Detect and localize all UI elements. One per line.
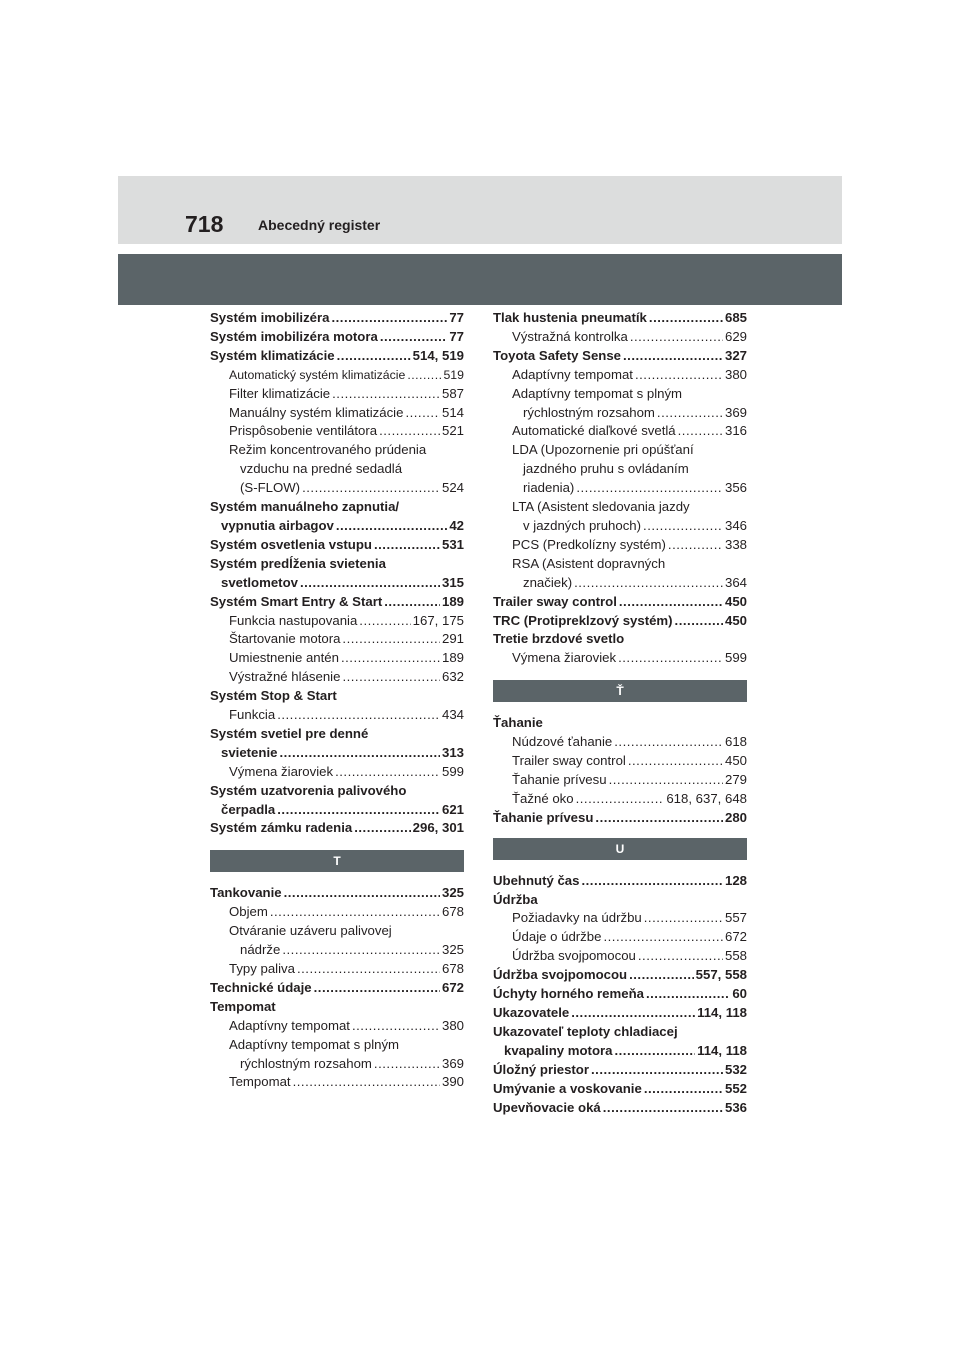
dot-leader — [630, 328, 723, 347]
page-reference[interactable]: 450 — [724, 612, 747, 628]
page-reference[interactable]: 313 — [441, 744, 464, 760]
page-reference[interactable]: 390 — [441, 1074, 464, 1090]
entry-text: čerpadla — [221, 801, 276, 817]
index-subentry — [210, 941, 464, 960]
entry-text: Objem — [229, 904, 268, 920]
entry-text: Štartovanie motora — [229, 631, 341, 647]
index-subentry — [493, 733, 747, 752]
index-subentry — [493, 498, 747, 517]
section-header: T — [210, 850, 464, 872]
entry-text: Trailer sway control — [493, 593, 617, 609]
entry-text: Funkcia nastupovania — [229, 612, 358, 628]
index-entry — [493, 1004, 747, 1023]
dot-leader — [374, 1055, 440, 1074]
dot-leader — [675, 612, 723, 631]
entry-text: rýchlostným rozsahom — [240, 1055, 372, 1071]
section-header: Ť — [493, 680, 747, 702]
entry-text: (S-FLOW) — [240, 480, 301, 496]
page-reference[interactable]: 552 — [724, 1080, 747, 1096]
dot-leader — [595, 809, 723, 828]
entry-text: značiek) — [523, 574, 573, 590]
page-reference[interactable]: 678 — [441, 961, 464, 976]
dot-leader — [576, 479, 723, 498]
page-reference[interactable]: 315 — [441, 574, 464, 590]
entry-text: Výmena žiaroviek — [512, 650, 617, 666]
page-reference[interactable]: 587 — [441, 385, 464, 401]
entry-text: Systém klimatizácie — [210, 347, 335, 363]
index-entry — [210, 687, 464, 706]
page-reference[interactable]: 327 — [724, 347, 747, 363]
index-entry — [493, 891, 747, 910]
entry-text: Tankovanie — [210, 885, 282, 901]
page-reference[interactable]: 599 — [441, 763, 464, 779]
index-subentry — [210, 460, 464, 479]
page-reference[interactable]: 364 — [724, 574, 747, 590]
entry-text: Toyota Safety Sense — [493, 347, 622, 363]
index-entry — [210, 725, 464, 744]
dot-leader — [646, 985, 730, 1004]
index-subentry — [493, 404, 747, 423]
entry-text: vypnutia airbagov — [221, 517, 334, 533]
entry-text: Filter klimatizácie — [229, 385, 331, 401]
dot-leader — [341, 649, 440, 668]
page-reference[interactable]: 557 — [724, 910, 747, 926]
index-column-left — [210, 309, 464, 1092]
index-entry — [493, 714, 747, 733]
entry-text: Funkcia — [229, 707, 276, 723]
entry-text: TRC (Protipreklzový systém) — [493, 612, 673, 628]
dot-leader — [614, 733, 723, 752]
dot-leader — [609, 771, 723, 790]
page-reference[interactable]: 60 — [732, 986, 747, 1002]
dot-leader — [603, 928, 723, 947]
index-entry — [493, 1023, 747, 1042]
dot-leader — [668, 536, 723, 555]
entry-text: Systém svetiel pre denné — [210, 725, 369, 741]
index-subentry — [493, 422, 747, 441]
index-entry — [493, 630, 747, 649]
index-entry — [210, 998, 464, 1017]
page-reference[interactable]: 632 — [441, 669, 464, 685]
entry-text: Požiadavky na údržbu — [512, 910, 642, 926]
entry-text: Systém osvetlenia vstupu — [210, 536, 372, 552]
dot-leader — [581, 872, 723, 891]
entry-text: Údržba — [493, 891, 538, 907]
entry-text: Tempomat — [229, 1074, 291, 1090]
dot-leader — [643, 517, 723, 536]
dot-leader — [359, 612, 410, 631]
index-subentry — [210, 706, 464, 725]
page-reference[interactable]: 279 — [724, 771, 747, 787]
index-entry — [493, 985, 747, 1004]
header-dark-band — [118, 254, 842, 305]
page-reference[interactable]: 532 — [724, 1061, 747, 1077]
page-reference[interactable]: 685 — [724, 310, 747, 325]
entry-text: Údržba svojpomocou — [512, 948, 636, 964]
entry-text: Technické údaje — [210, 979, 312, 995]
index-subentry — [210, 922, 464, 941]
index-subentry — [210, 1073, 464, 1092]
page-reference[interactable]: 189 — [441, 593, 464, 609]
dot-leader — [576, 790, 665, 809]
index-subentry — [493, 460, 747, 479]
index-entry — [210, 347, 464, 366]
entry-text: svetlometov — [221, 574, 298, 590]
dot-leader — [614, 1042, 695, 1061]
index-entry — [493, 309, 747, 328]
dot-leader — [277, 706, 440, 725]
dot-leader — [352, 1017, 440, 1036]
index-subentry — [210, 649, 464, 668]
dot-leader — [337, 347, 411, 366]
index-subentry — [210, 1036, 464, 1055]
index-subentry — [210, 630, 464, 649]
index-subentry — [493, 328, 747, 347]
entry-text: Ukazovatele — [493, 1005, 570, 1020]
index-subentry — [493, 536, 747, 555]
entry-text: kvapaliny motora — [504, 1042, 613, 1058]
page-reference[interactable]: 128 — [724, 872, 747, 888]
page-reference[interactable]: 296, 301 — [412, 820, 464, 836]
index-entry — [210, 517, 464, 536]
page-reference[interactable]: 514 — [441, 404, 464, 420]
entry-text: Ťahanie — [493, 715, 543, 731]
page-reference[interactable]: 325 — [441, 942, 464, 958]
page-reference[interactable]: 618, 637, 648 — [666, 790, 747, 806]
index-subentry — [210, 422, 464, 441]
entry-text: Automatický systém klimatizácie — [229, 367, 406, 382]
dot-leader — [293, 1073, 440, 1092]
entry-text: Otváranie uzáveru palivovej — [229, 923, 392, 939]
page-reference[interactable]: 77 — [449, 328, 464, 344]
page-reference[interactable]: 356 — [724, 480, 747, 496]
index-entry — [210, 536, 464, 555]
header-band — [118, 176, 842, 244]
entry-text: Systém manuálneho zapnutia/ — [210, 499, 400, 515]
entry-text: Tlak hustenia pneumatík — [493, 310, 647, 325]
dot-leader — [384, 593, 440, 612]
entry-text: Údržba svojpomocou — [493, 967, 628, 983]
dot-leader — [407, 366, 441, 385]
page-reference[interactable]: 369 — [441, 1055, 464, 1071]
index-subentry — [493, 479, 747, 498]
page-title: Abecedný register — [258, 217, 381, 233]
page-reference[interactable]: 346 — [724, 517, 747, 533]
page-reference[interactable]: 621 — [441, 801, 464, 817]
index-entry — [210, 801, 464, 820]
dot-leader — [374, 536, 440, 555]
dot-leader — [405, 404, 440, 423]
page-reference[interactable]: 557, 558 — [695, 967, 747, 983]
index-subentry — [493, 649, 747, 668]
entry-text: Výstražné hlásenie — [229, 669, 341, 685]
index-subentry — [493, 366, 747, 385]
index-subentry — [493, 385, 747, 404]
index-column-right — [493, 309, 747, 1117]
entry-text: Tretie brzdové svetlo — [493, 631, 625, 647]
page-reference[interactable]: 558 — [724, 948, 747, 964]
index-entry — [493, 612, 747, 631]
dot-leader — [277, 801, 440, 820]
index-entry — [210, 309, 464, 328]
page-reference[interactable]: 42 — [449, 517, 464, 533]
index-subentry — [210, 366, 464, 385]
index-entry — [210, 884, 464, 903]
entry-text: Systém Stop & Start — [210, 688, 337, 704]
index-entry — [210, 819, 464, 838]
dot-leader — [574, 574, 723, 593]
index-entry — [493, 1080, 747, 1099]
index-entry — [210, 498, 464, 517]
index-entry — [210, 782, 464, 801]
index-subentry — [493, 790, 747, 809]
entry-text: svietenie — [221, 744, 278, 760]
index-subentry — [210, 763, 464, 782]
index-subentry — [493, 752, 747, 771]
dot-leader — [629, 966, 694, 985]
page-reference[interactable]: 524 — [441, 480, 464, 496]
page-reference[interactable]: 519 — [443, 367, 464, 382]
dot-leader — [284, 884, 440, 903]
index-entry — [493, 872, 747, 891]
entry-text: vzduchu na predné sedadlá — [240, 461, 403, 477]
page-reference[interactable]: 167, 175 — [412, 612, 464, 628]
index-entry — [210, 979, 464, 998]
index-subentry — [493, 574, 747, 593]
page-reference[interactable]: 531 — [441, 536, 464, 552]
entry-text: Systém imobilizéra — [210, 310, 330, 325]
index-subentry — [210, 404, 464, 423]
page-reference[interactable]: 629 — [724, 328, 747, 344]
page-reference[interactable]: 114, 118 — [697, 1005, 747, 1020]
page-reference[interactable]: 514, 519 — [412, 347, 464, 363]
page-reference[interactable]: 678 — [441, 904, 464, 920]
entry-text: Adaptívny tempomat s plným — [512, 385, 683, 401]
dot-leader — [644, 1080, 723, 1099]
dot-leader — [331, 309, 447, 328]
entry-text: LTA (Asistent sledovania jazdy — [512, 499, 690, 515]
index-subentry — [493, 947, 747, 966]
page-reference[interactable]: 450 — [724, 593, 747, 609]
dot-leader — [628, 752, 723, 771]
index-subentry — [210, 1055, 464, 1074]
index-entry — [493, 347, 747, 366]
index-subentry — [493, 771, 747, 790]
index-subentry — [210, 441, 464, 460]
entry-text: Systém Smart Entry & Start — [210, 593, 383, 609]
entry-text: Núdzové ťahanie — [512, 734, 613, 750]
page-reference[interactable]: 189 — [441, 650, 464, 666]
entry-text: Umiestnenie antén — [229, 650, 339, 666]
dot-leader — [342, 668, 440, 687]
dot-leader — [270, 903, 440, 922]
entry-text: Údaje o údržbe — [512, 929, 602, 945]
entry-text: Systém zámku radenia — [210, 820, 353, 836]
index-entry — [493, 1061, 747, 1080]
dot-leader — [603, 1099, 723, 1118]
dot-leader — [678, 422, 723, 441]
entry-text: Umývanie a voskovanie — [493, 1080, 642, 1096]
entry-text: Adaptívny tempomat — [229, 1017, 350, 1033]
dot-leader — [282, 941, 440, 960]
index-subentry — [493, 909, 747, 928]
page-reference[interactable]: 316 — [724, 423, 747, 439]
dot-leader — [336, 517, 447, 536]
index-subentry — [210, 903, 464, 922]
page-reference[interactable]: 599 — [724, 650, 747, 666]
page-reference[interactable]: 280 — [724, 809, 747, 825]
dot-leader — [657, 404, 723, 423]
index-subentry — [493, 555, 747, 574]
entry-text: Ubehnutý čas — [493, 872, 580, 888]
entry-text: PCS (Predkolízny systém) — [512, 536, 666, 552]
index-entry — [210, 744, 464, 763]
dot-leader — [635, 366, 723, 385]
entry-text: Režim koncentrovaného prúdenia — [229, 442, 427, 458]
page-number: 718 — [185, 211, 224, 237]
dot-leader — [335, 763, 440, 782]
page-reference[interactable]: 618 — [724, 734, 747, 750]
index-subentry — [210, 960, 464, 979]
entry-text: Adaptívny tempomat — [512, 366, 633, 382]
index-entry — [493, 1099, 747, 1118]
index-entry — [210, 593, 464, 612]
page-reference[interactable]: 291 — [441, 631, 464, 647]
page-reference[interactable]: 369 — [724, 404, 747, 420]
index-subentry — [210, 668, 464, 687]
page-reference[interactable]: 672 — [724, 929, 747, 945]
index-subentry — [493, 517, 747, 536]
page-reference[interactable]: 380 — [724, 366, 747, 382]
entry-text: Prispôsobenie ventilátora — [229, 423, 378, 439]
index-subentry — [210, 385, 464, 404]
dot-leader — [332, 385, 440, 404]
dot-leader — [379, 422, 440, 441]
dot-leader — [354, 819, 410, 838]
index-subentry — [493, 928, 747, 947]
page-reference[interactable]: 325 — [441, 885, 464, 901]
entry-text: Ťažné oko — [512, 790, 574, 806]
page-reference[interactable]: 450 — [724, 753, 747, 769]
entry-text: nádrže — [240, 942, 281, 958]
dot-leader — [314, 979, 440, 998]
page-reference[interactable]: 77 — [449, 310, 464, 325]
index-entry — [210, 555, 464, 574]
entry-text: Trailer sway control — [512, 753, 626, 769]
entry-text: Automatické diaľkové svetlá — [512, 423, 676, 439]
dot-leader — [623, 347, 723, 366]
entry-text: LDA (Upozornenie pri opúšťaní — [512, 442, 694, 458]
page-reference[interactable]: 338 — [724, 536, 747, 552]
entry-text: Ťahanie prívesu — [493, 809, 594, 825]
dot-leader — [302, 479, 440, 498]
index-entry — [493, 593, 747, 612]
entry-text: Adaptívny tempomat s plným — [229, 1036, 400, 1052]
entry-text: Typy paliva — [229, 961, 295, 976]
index-entry — [210, 328, 464, 347]
entry-text: Manuálny systém klimatizácie — [229, 404, 404, 420]
entry-text: Výmena žiaroviek — [229, 763, 334, 779]
index-entry — [210, 574, 464, 593]
entry-text: riadenia) — [523, 480, 575, 496]
entry-text: Úchyty horného remeňa — [493, 986, 644, 1002]
entry-text: v jazdných pruhoch) — [523, 517, 642, 533]
entry-text: rýchlostným rozsahom — [523, 404, 655, 420]
dot-leader — [279, 744, 440, 763]
dot-leader — [380, 328, 448, 347]
index-subentry — [210, 612, 464, 631]
entry-text: Upevňovacie oká — [493, 1099, 601, 1115]
dot-leader — [300, 574, 440, 593]
entry-text: Systém imobilizéra motora — [210, 328, 378, 344]
entry-text: Výstražná kontrolka — [512, 328, 628, 344]
page-reference[interactable]: 536 — [724, 1099, 747, 1115]
index-entry — [493, 809, 747, 828]
index-subentry — [210, 1017, 464, 1036]
dot-leader — [638, 947, 723, 966]
entry-text: RSA (Asistent dopravných — [512, 555, 666, 571]
index-entry — [493, 966, 747, 985]
page-reference[interactable]: 672 — [441, 979, 464, 995]
entry-text: Systém predĺženia svietenia — [210, 555, 386, 571]
entry-text: Tempomat — [210, 998, 276, 1014]
index-subentry — [210, 479, 464, 498]
entry-text: Ukazovateľ teploty chladiacej — [493, 1023, 678, 1039]
entry-text: Ťahanie prívesu — [512, 771, 607, 787]
dot-leader — [618, 649, 723, 668]
page-reference[interactable]: 434 — [441, 707, 464, 723]
page-reference[interactable]: 521 — [441, 423, 464, 439]
dot-leader — [644, 909, 723, 928]
entry-text: Systém uzatvorenia palivového — [210, 782, 407, 798]
index-subentry — [493, 441, 747, 460]
page-reference[interactable]: 380 — [441, 1017, 464, 1033]
section-header: U — [493, 838, 747, 860]
index-entry — [493, 1042, 747, 1061]
dot-leader — [297, 960, 440, 979]
entry-text: Úložný priestor — [493, 1061, 589, 1077]
dot-leader — [571, 1004, 695, 1023]
page-reference[interactable]: 114, 118 — [697, 1042, 747, 1058]
dot-leader — [649, 309, 723, 328]
dot-leader — [342, 630, 440, 649]
entry-text: jazdného pruhu s ovládaním — [523, 461, 689, 477]
dot-leader — [591, 1061, 723, 1080]
dot-leader — [619, 593, 723, 612]
